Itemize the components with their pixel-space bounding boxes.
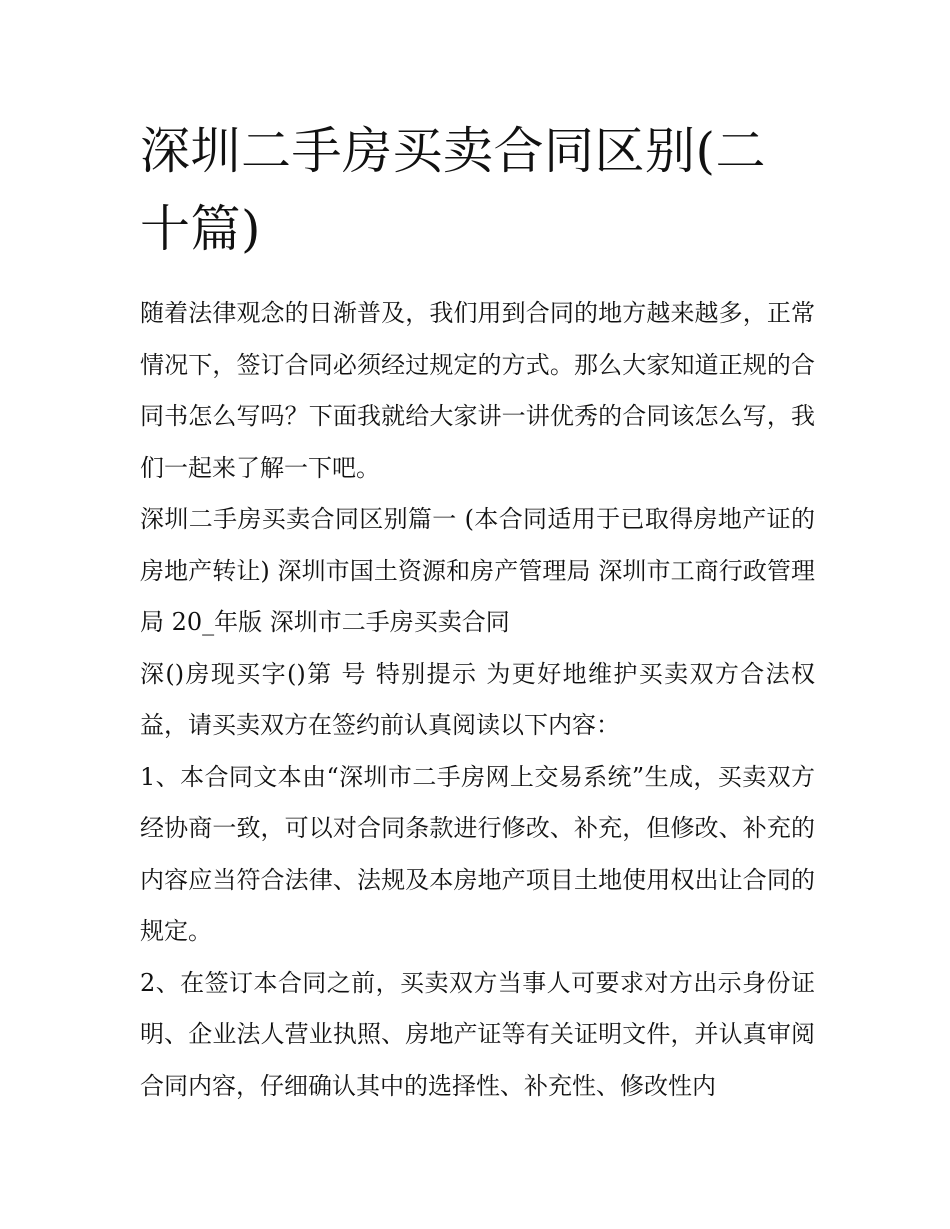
document-body <box>140 112 815 1112</box>
contract-heading-paragraph: 深圳二手房买卖合同区别篇一 (本合同适用于已取得房地产证的房地产转让) 深圳市国土资源和房产管理局 深圳市工商行政管理局 20_年版 深圳市二手房买卖合同 <box>140 505 815 636</box>
document-title: 深圳二手房买卖合同区别(二十篇) <box>140 122 767 258</box>
intro-paragraph: 随着法律观念的日渐普及，我们用到合同的地方越来越多，正常情况下，签订合同必须经过规定的方式。那么大家知道正规的合同书怎么写吗？下面我就给大家讲一讲优秀的合同该怎么写，我们一起来了解一下吧。 <box>140 299 815 482</box>
notice-item-2: 2、在签订本合同之前，买卖双方当事人可要求对方出示身份证明、企业法人营业执照、房地产证等有关证明文件，并认真审阅合同内容，仔细确认其中的选择性、补充性、修改性内 <box>140 968 815 1100</box>
special-notice-paragraph: 深()房现买字()第 号 特别提示 为更好地维护买卖双方合法权益，请买卖双方在签约前认真阅读以下内容： <box>140 659 815 739</box>
notice-item-1: 1、本合同文本由“深圳市二手房网上交易系统”生成，买卖双方经协商一致，可以对合同条款进行修改、补充，但修改、补充的内容应当符合法律、法规及本房地产项目土地使用权出让合同的规定。 <box>140 762 815 945</box>
